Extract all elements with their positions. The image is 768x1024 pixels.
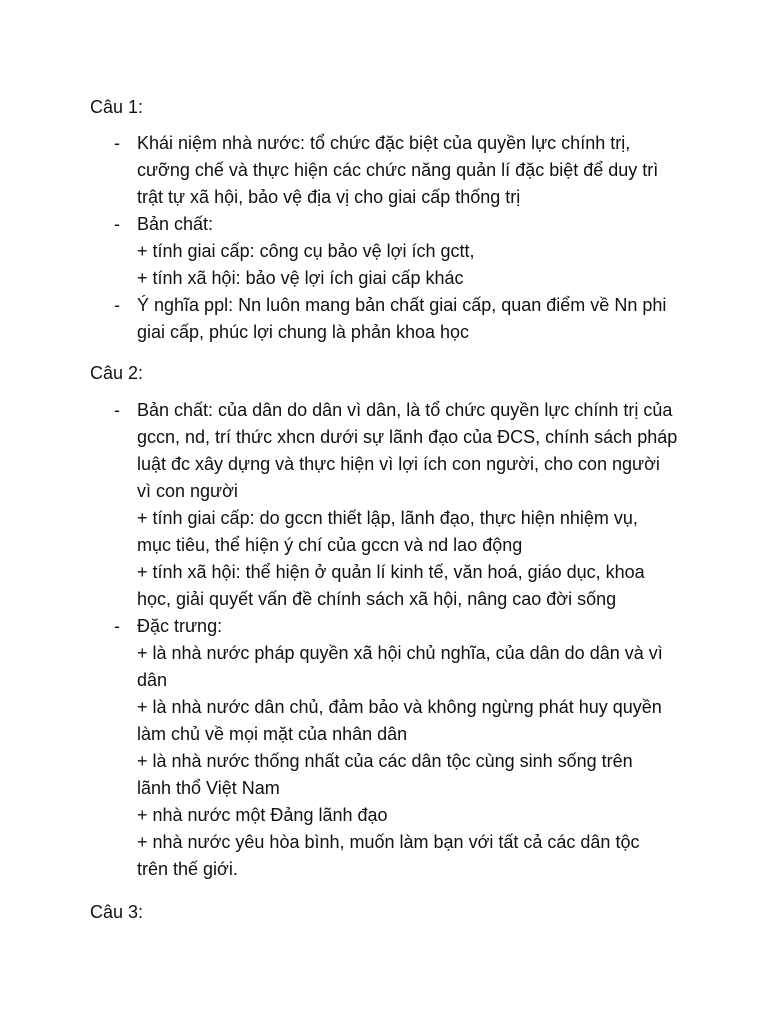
text-line: dân — [137, 670, 168, 690]
text-line: + tính xã hội: bảo vệ lợi ích giai cấp khác — [137, 268, 464, 288]
text-line: Bản chất: của dân do dân vì dân, là tổ chức quyền lực chính trị của — [137, 400, 673, 420]
text-line: luật đc xây dựng và thực hiện vì lợi ích con người, cho con người — [137, 454, 660, 474]
text-line: trên thế giới. — [137, 859, 238, 879]
question-1-heading: Câu 1: — [90, 97, 144, 117]
question-2-heading: Câu 2: — [90, 363, 144, 383]
text-line: + nhà nước yêu hòa bình, muốn làm bạn với tất cả các dân tộc — [137, 832, 640, 852]
text-line: + tính giai cấp: công cụ bảo vệ lợi ích gctt, — [137, 241, 475, 261]
question-1-list — [0, 130, 768, 346]
text-line: Bản chất: — [137, 214, 214, 234]
text-line: + tính xã hội: thể hiện ở quản lí kinh tế, văn hoá, giáo dục, khoa — [137, 562, 645, 582]
text-line: Khái niệm nhà nước: tổ chức đặc biệt của quyền lực chính trị, — [137, 133, 631, 153]
list-dash: - — [114, 295, 120, 315]
text-line: Đặc trưng: — [137, 616, 223, 636]
text-line: lãnh thổ Việt Nam — [137, 778, 280, 798]
list-dash: - — [114, 133, 120, 153]
list-item — [0, 613, 697, 883]
text-line: làm chủ về mọi mặt của nhân dân — [137, 724, 408, 744]
list-dash: - — [114, 400, 120, 420]
text-line: + tính giai cấp: do gccn thiết lập, lãnh đạo, thực hiện nhiệm vụ, — [137, 508, 638, 528]
text-line: giai cấp, phúc lợi chung là phản khoa học — [137, 322, 470, 342]
text-line: học, giải quyết vấn đề chính sách xã hội, nâng cao đời sống — [137, 589, 617, 609]
list-dash: - — [114, 214, 120, 234]
text-line: mục tiêu, thể hiện ý chí của gccn và nd lao động — [137, 535, 523, 555]
text-line: gccn, nd, trí thức xhcn dưới sự lãnh đạo của ĐCS, chính sách pháp — [137, 427, 678, 447]
question-2-list — [0, 397, 768, 883]
list-item — [0, 397, 697, 613]
list-dash: - — [114, 616, 120, 636]
text-line: + là nhà nước pháp quyền xã hội chủ nghĩa, của dân do dân và vì — [137, 643, 663, 663]
text-line: + nhà nước một Đảng lãnh đạo — [137, 805, 388, 825]
text-line: Ý nghĩa ppl: Nn luôn mang bản chất giai cấp, quan điểm về Nn phi — [137, 295, 667, 315]
list-item — [0, 292, 697, 346]
text-line: cưỡng chế và thực hiện các chức năng quản lí đặc biệt để duy trì — [137, 160, 659, 180]
text-line: + là nhà nước thống nhất của các dân tộc cùng sinh sống trên — [137, 751, 633, 771]
list-item — [0, 211, 697, 292]
text-line: trật tự xã hội, bảo vệ địa vị cho giai cấp thống trị — [137, 187, 521, 207]
text-line: vì con người — [137, 481, 238, 501]
text-line: + là nhà nước dân chủ, đảm bảo và không ngừng phát huy quyền — [137, 697, 662, 717]
question-3-heading: Câu 3: — [90, 902, 144, 922]
list-item — [0, 130, 697, 211]
